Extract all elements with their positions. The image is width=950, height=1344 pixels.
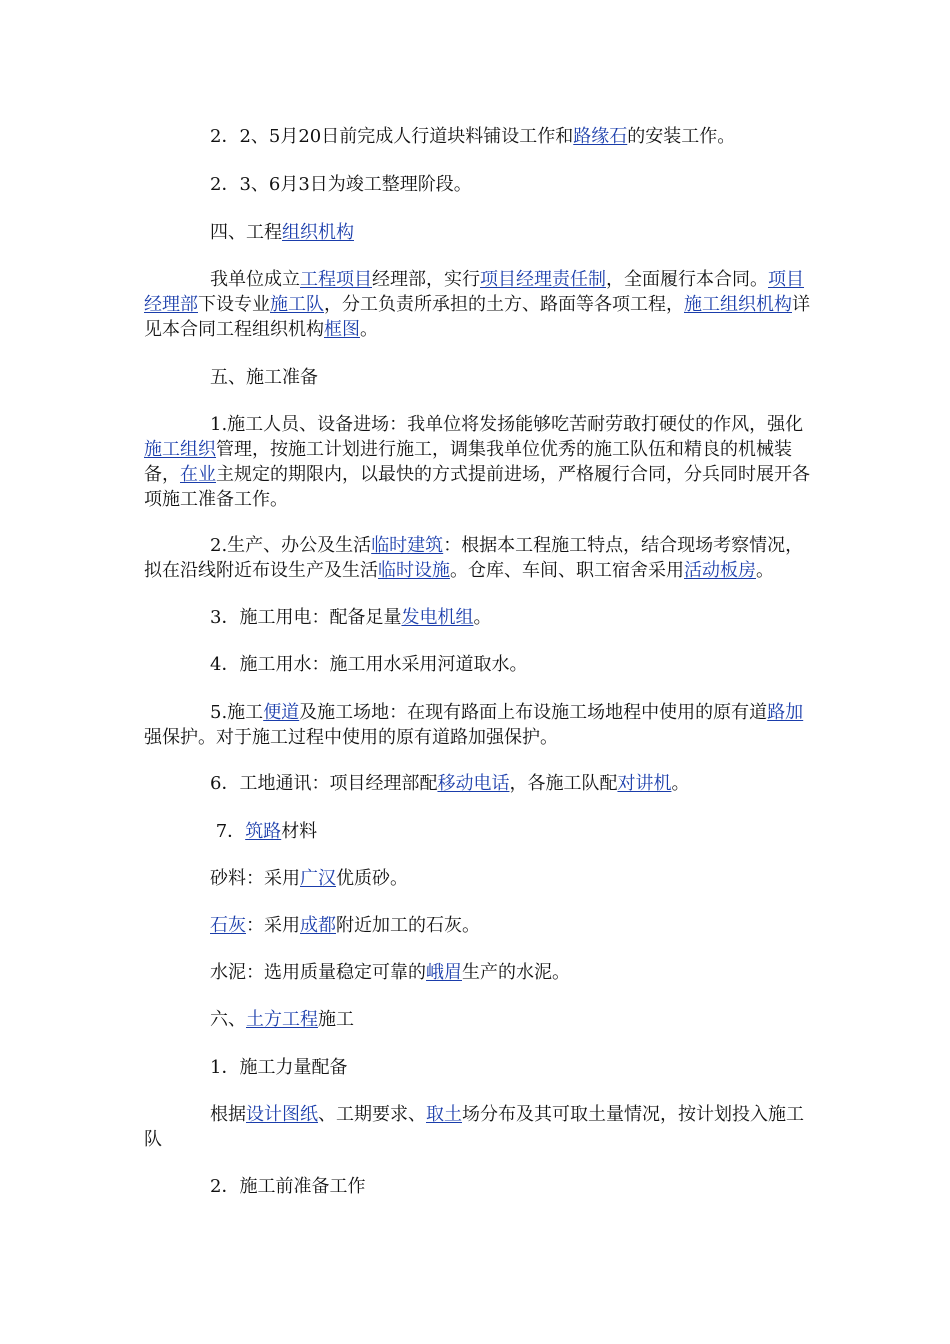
paragraph-5-6	[144, 771, 810, 796]
text-segment: 详见本合同工程组织机构	[144, 294, 810, 340]
text-segment: 2．3、6月3日为竣工整理阶段。	[210, 174, 472, 195]
text-segment: 。	[473, 607, 492, 628]
text-segment: 场分布及其可取土量情况，按计划投入施工队	[144, 1104, 804, 1150]
text-segment: 及施工场地：在现有路面上布设施工场地程中使用的原有道	[299, 702, 768, 723]
paragraph-2-2	[144, 124, 810, 149]
link-temporary-facilities[interactable]: 临时设施	[378, 560, 450, 581]
link-chengdu[interactable]: 成都	[300, 915, 336, 936]
link-access-road[interactable]: 便道	[263, 702, 300, 723]
text-segment: 施工	[318, 1009, 354, 1030]
text-segment: 砂料：采用	[210, 868, 300, 889]
text-segment: 附近加工的石灰。	[336, 915, 480, 936]
link-emei[interactable]: 峨眉	[426, 962, 462, 983]
text-segment: 。	[671, 773, 690, 794]
section-heading-4	[144, 220, 810, 245]
paragraph-sand	[144, 866, 810, 891]
link-road-reinforce[interactable]: 路加	[767, 702, 804, 723]
text-segment: 5.施工	[210, 702, 264, 723]
link-road-building[interactable]: 筑路	[245, 821, 282, 842]
paragraph-5-1	[144, 412, 810, 512]
text-segment: ：采用	[246, 915, 300, 936]
paragraph-cement	[144, 960, 810, 985]
link-manager-responsibility[interactable]: 项目经理责任制	[480, 269, 606, 290]
link-design-drawings[interactable]: 设计图纸	[246, 1104, 318, 1125]
paragraph-5-3	[144, 605, 810, 630]
text-segment: ，全面履行本合同。	[606, 269, 768, 290]
link-generator-set[interactable]: 发电机组	[401, 607, 474, 628]
text-segment: 管理，按施工计划进行施工，调集我单位优秀的施工队伍和精良的机械装备，	[144, 439, 792, 485]
link-industry[interactable]: 在业	[180, 464, 216, 485]
text-segment: ，分工负责所承担的土方、路面等各项工程，	[324, 294, 684, 315]
paragraph-5-7	[144, 819, 810, 844]
paragraph-5-4	[144, 652, 810, 677]
link-construction-organization[interactable]: 施工组织机构	[684, 294, 792, 315]
text-segment: 材料	[281, 821, 318, 842]
text-segment: 根据	[210, 1104, 246, 1125]
link-organization[interactable]: 组织机构	[282, 222, 354, 243]
text-segment: 4．施工用水：施工用水采用河道取水。	[210, 654, 528, 675]
text-segment: 优质砂。	[336, 868, 408, 889]
text-segment: 2．施工前准备工作	[210, 1176, 366, 1197]
link-guanghan[interactable]: 广汉	[300, 868, 336, 889]
link-construction-team[interactable]: 施工队	[270, 294, 324, 315]
text-segment: 。	[360, 319, 378, 340]
text-segment: 。仓库、车间、职工宿舍采用	[450, 560, 684, 581]
link-construction-management[interactable]: 施工组织	[144, 439, 216, 460]
link-engineering-project[interactable]: 工程项目	[300, 269, 372, 290]
link-walkie-talkie[interactable]: 对讲机	[617, 773, 672, 794]
text-segment: 六、	[210, 1009, 246, 1030]
text-segment: 、工期要求、	[318, 1104, 426, 1125]
paragraph-5-5	[144, 700, 810, 750]
text-segment: 四、工程	[210, 222, 282, 243]
paragraph-2-3	[144, 172, 810, 197]
link-borrow[interactable]: 取土	[426, 1104, 462, 1125]
text-segment: 3．施工用电：配备足量	[210, 607, 402, 628]
link-curb-stone[interactable]: 路缘石	[573, 126, 628, 147]
section-heading-5	[144, 365, 810, 390]
paragraph-6-1-body	[144, 1102, 810, 1152]
link-earthwork[interactable]: 土方工程	[246, 1009, 318, 1030]
link-mobile-phone[interactable]: 移动电话	[437, 773, 510, 794]
text-segment: 7．	[210, 821, 246, 842]
text-segment: 水泥：选用质量稳定可靠的	[210, 962, 426, 983]
text-segment: 1.施工人员、设备进场：我单位将发扬能够吃苦耐劳敢打硬仗的作风，强化	[210, 414, 804, 435]
link-block-diagram[interactable]: 框图	[324, 319, 360, 340]
text-segment: 6．工地通讯：项目经理部配	[210, 773, 438, 794]
text-segment: 2.生产、办公及生活	[210, 535, 372, 556]
paragraph-6-1	[144, 1055, 810, 1080]
text-segment: 2．2、5月20日前完成人行道块料铺设工作和	[210, 126, 574, 147]
paragraph-5-2	[144, 533, 810, 583]
text-segment: 下设专业	[198, 294, 270, 315]
text-segment: 强保护。对于施工过程中使用的原有道路加强保护。	[144, 727, 558, 748]
text-segment: ：根据本工程施工特点，结合现场考察情况，拟在沿线附近布设生产及生活	[144, 535, 804, 581]
text-segment: 1．施工力量配备	[210, 1057, 348, 1078]
text-segment: 。	[756, 560, 774, 581]
text-segment: 我单位成立	[210, 269, 300, 290]
text-segment: 的安装工作。	[627, 126, 736, 147]
paragraph-6-2	[144, 1174, 810, 1199]
link-movable-housing[interactable]: 活动板房	[684, 560, 756, 581]
link-temporary-buildings[interactable]: 临时建筑	[371, 535, 444, 556]
section-heading-6	[144, 1007, 810, 1032]
text-segment: 五、施工准备	[210, 367, 318, 388]
link-lime[interactable]: 石灰	[210, 915, 246, 936]
paragraph-organization	[144, 267, 810, 342]
link-project-department[interactable]: 项目经理部	[144, 269, 804, 315]
text-segment: 主规定的期限内，以最快的方式提前进场，严格履行合同，分兵同时展开各项施工准备工作。	[144, 464, 810, 510]
text-segment: 经理部，实行	[372, 269, 480, 290]
text-segment: ，各施工队配	[509, 773, 618, 794]
text-segment: 生产的水泥。	[462, 962, 570, 983]
paragraph-lime	[144, 913, 810, 938]
